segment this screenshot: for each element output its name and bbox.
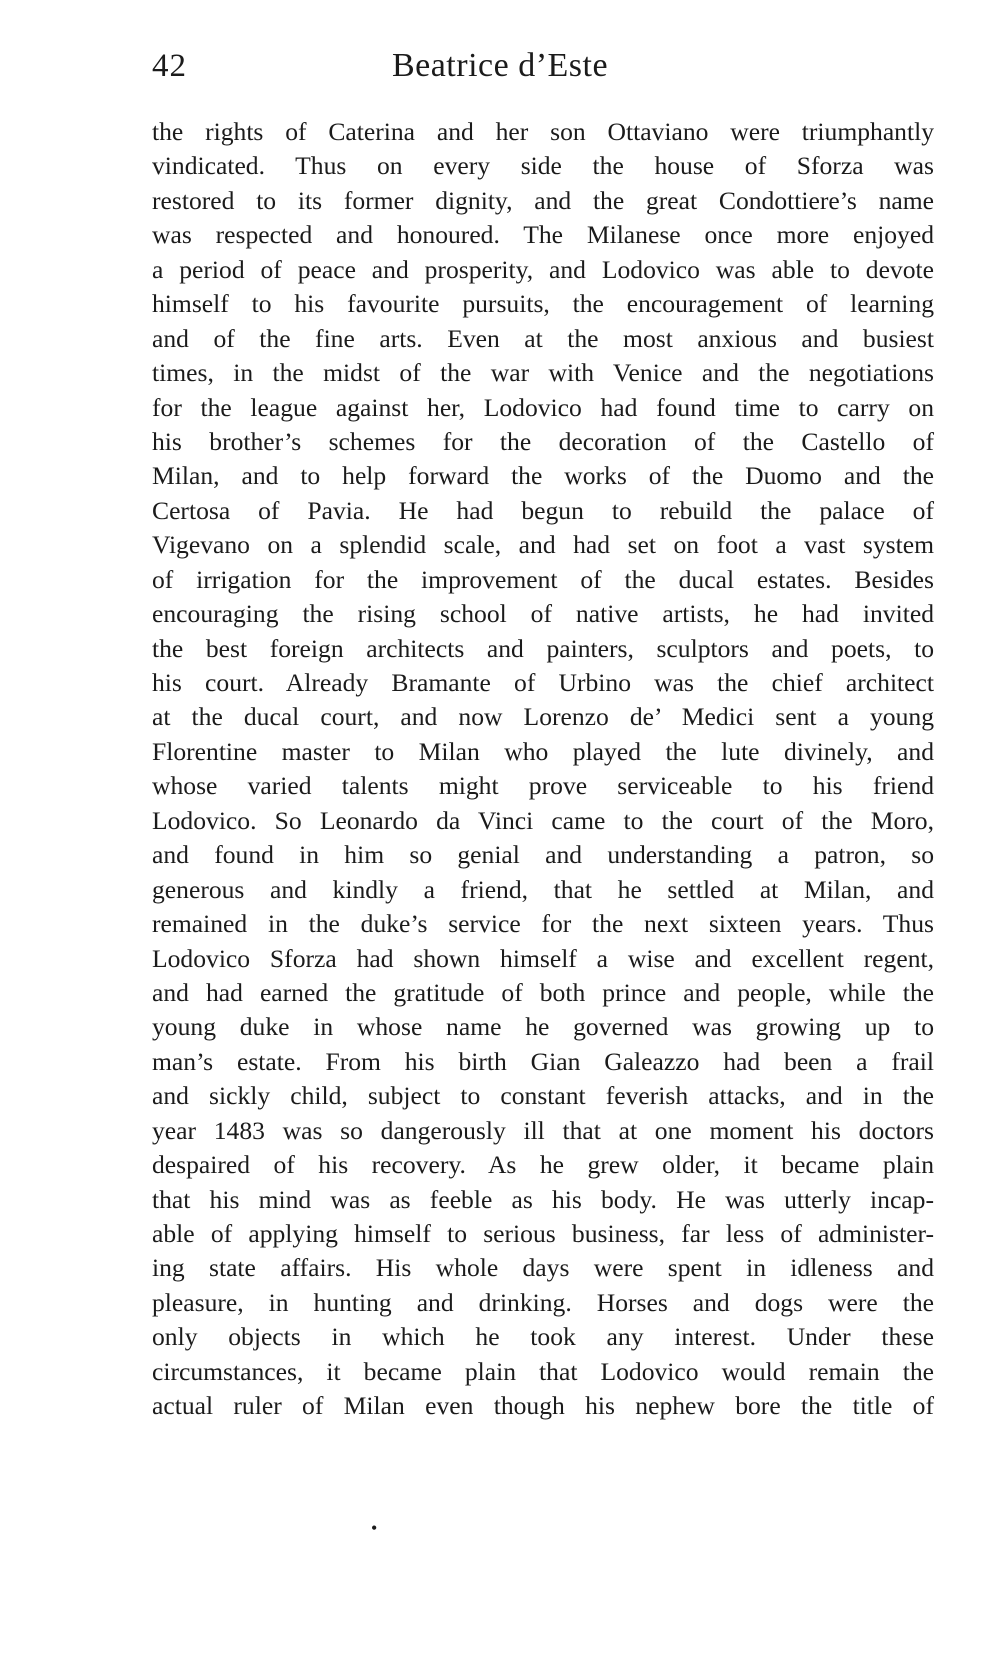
text-line-content: Certosa of Pavia. He had begun to rebuild the palace of (152, 495, 934, 525)
text-line (152, 1286, 934, 1320)
text-line (152, 1389, 934, 1423)
text-line (152, 1183, 934, 1217)
text-line (152, 1114, 934, 1148)
text-line (152, 528, 934, 562)
text-line-content: vindicated. Thus on every side the house of Sforza was (152, 151, 934, 181)
text-line-content: Lodovico Sforza had shown himself a wise and excellent regent, (152, 943, 934, 973)
text-line-content: and sickly child, subject to constant feverish attacks, and in the (152, 1081, 934, 1111)
text-line (152, 287, 934, 321)
text-line (152, 425, 934, 459)
text-line-content: Vigevano on a splendid scale, and had set on foot a vast system (152, 530, 934, 560)
text-line (152, 632, 934, 666)
text-line (152, 597, 934, 631)
text-line (152, 563, 934, 597)
text-line-content: actual ruler of Milan even though his nephew bore the title of (152, 1391, 934, 1421)
text-line-content: the rights of Caterina and her son Ottaviano were triumphantly (152, 117, 934, 146)
text-line-content: whose varied talents might prove serviceable to his friend (152, 771, 934, 801)
text-line-content: year 1483 was so dangerously ill that at one moment his doctors (152, 1115, 934, 1145)
text-line (152, 115, 934, 149)
text-line-content: generous and kindly a friend, that he settled at Milan, and (152, 874, 934, 904)
text-line (152, 322, 934, 356)
text-line-content: pleasure, in hunting and drinking. Horses and dogs were the (152, 1287, 934, 1317)
text-line-content: of irrigation for the improvement of the ducal estates. Besides (152, 564, 934, 594)
text-line-content: young duke in whose name he governed was growing up to (152, 1012, 934, 1042)
text-line (152, 149, 934, 183)
text-line-content: at the ducal court, and now Lorenzo de’ Medici sent a young (152, 702, 934, 732)
text-line-content: Milan, and to help forward the works of the Duomo and the (152, 461, 934, 491)
text-line (152, 253, 934, 287)
text-line-content: his court. Already Bramante of Urbino was the chief architect (152, 668, 934, 697)
text-line-content: and had earned the gratitude of both prince and people, while the (152, 977, 934, 1007)
text-line-content: ing state affairs. His whole days were spent in idleness and (152, 1253, 934, 1283)
text-line (152, 1320, 934, 1354)
text-line (152, 907, 934, 941)
text-line-content: for the league against her, Lodovico had found time to carry on (152, 392, 934, 422)
text-line (152, 873, 934, 907)
text-line (152, 666, 934, 700)
text-line (152, 494, 934, 528)
text-line-content: circumstances, it became plain that Lodovico would remain the (152, 1356, 934, 1386)
text-line (152, 804, 934, 838)
page-number: 42 (152, 48, 187, 84)
text-line (152, 942, 934, 976)
text-line-content: able of applying himself to serious business, far less of administer- (152, 1219, 934, 1248)
text-line-content: a period of peace and prosperity, and Lodovico was able to devote (152, 254, 934, 284)
text-line (152, 184, 934, 218)
text-line-content: himself to his favourite pursuits, the encouragement of learning (152, 289, 934, 319)
text-line (152, 735, 934, 769)
footer-mark: • (371, 1518, 378, 1538)
text-line (152, 1010, 934, 1044)
body-text (152, 115, 934, 1424)
text-line-content: Florentine master to Milan who played the lute divinely, and (152, 736, 934, 766)
text-line-content: was respected and honoured. The Milanese once more enjoyed (152, 220, 934, 250)
text-line-content: restored to its former dignity, and the great Condottiere’s name (152, 185, 934, 215)
text-line-content: remained in the duke’s service for the next sixteen years. Thus (152, 909, 934, 939)
text-line (152, 218, 934, 252)
text-line-content: his brother’s schemes for the decoration of the Castello of (152, 426, 934, 456)
text-line (152, 1045, 934, 1079)
text-line-content: the best foreign architects and painters, sculptors and poets, to (152, 633, 934, 663)
text-line (152, 391, 934, 425)
text-line (152, 976, 934, 1010)
text-line-content: and of the fine arts. Even at the most anxious and busiest (152, 323, 934, 353)
text-line-content: man’s estate. From his birth Gian Galeazzo had been a frail (152, 1046, 934, 1076)
text-line-content: despaired of his recovery. As he grew older, it became plain (152, 1150, 934, 1180)
text-line-content: that his mind was as feeble as his body. He was utterly incap- (152, 1184, 934, 1214)
text-line (152, 1251, 934, 1285)
text-line (152, 356, 934, 390)
text-line-content: and found in him so genial and understanding a patron, so (152, 840, 934, 870)
text-line (152, 1148, 934, 1182)
text-line-content: encouraging the rising school of native artists, he had invited (152, 599, 934, 629)
text-line (152, 1079, 934, 1113)
text-line (152, 1217, 934, 1251)
running-title: Beatrice d’Este (391, 47, 609, 84)
text-line-content: times, in the midst of the war with Venice and the negotiations (152, 358, 934, 388)
text-line (152, 769, 934, 803)
text-line (152, 459, 934, 493)
text-line (152, 1355, 934, 1389)
text-line (152, 700, 934, 734)
text-line-content: only objects in which he took any interest. Under these (152, 1322, 934, 1352)
text-line (152, 838, 934, 872)
text-line-content: Lodovico. So Leonardo da Vinci came to the court of the Moro, (152, 805, 934, 835)
